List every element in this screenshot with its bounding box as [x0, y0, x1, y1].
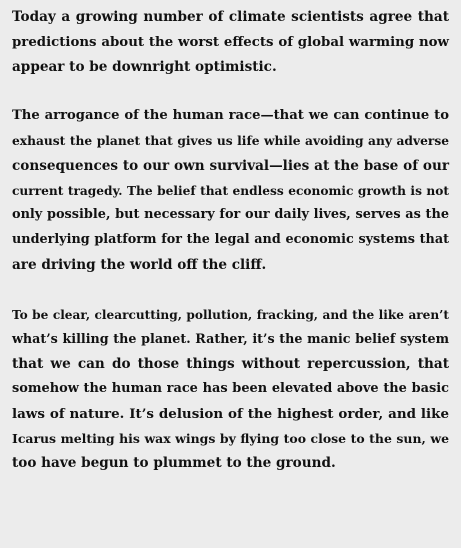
paragraph-spacer [12, 278, 449, 303]
text-line: only possible, but necessary for our daily lives, serves as the [12, 207, 449, 223]
text-line: somehow the human race has been elevated above the basic [12, 380, 449, 396]
text-line: current tragedy. The belief that endless economic growth is not [12, 183, 449, 198]
text-line: are driving the world off the cliff. [12, 256, 267, 273]
paragraph-1 [12, 5, 449, 79]
text-line: Icarus melting his wax wings by flying too close to the sun, we [12, 430, 449, 446]
text-line: The arrogance of the human race—that we can continue to [12, 108, 449, 124]
text-line: too have begun to plummet to the ground. [12, 455, 336, 472]
text-line: laws of nature. It’s delusion of the highest order, and like [12, 405, 449, 422]
text-line: underlying platform for the legal and economic systems that [12, 232, 449, 248]
text-line: exhaust the planet that gives us life while avoiding any adverse [12, 133, 449, 148]
paragraph-2 [12, 104, 449, 278]
text-line: what’s killing the planet. Rather, it’s the manic belief system [12, 331, 449, 347]
text-line: To be clear, clearcutting, pollution, fracking, and the like aren’t [12, 307, 449, 322]
paragraph-spacer [12, 79, 449, 104]
text-line: predictions about the worst effects of global warming now [12, 33, 449, 50]
text-line: appear to be downright optimistic. [12, 58, 277, 75]
paragraph-3 [12, 303, 449, 477]
text-line: Today a growing number of climate scientists agree that [12, 9, 449, 25]
text-line: consequences to our own survival—lies at the base of our [12, 157, 449, 174]
text-line: that we can do those things without repercussion, that [12, 356, 449, 373]
